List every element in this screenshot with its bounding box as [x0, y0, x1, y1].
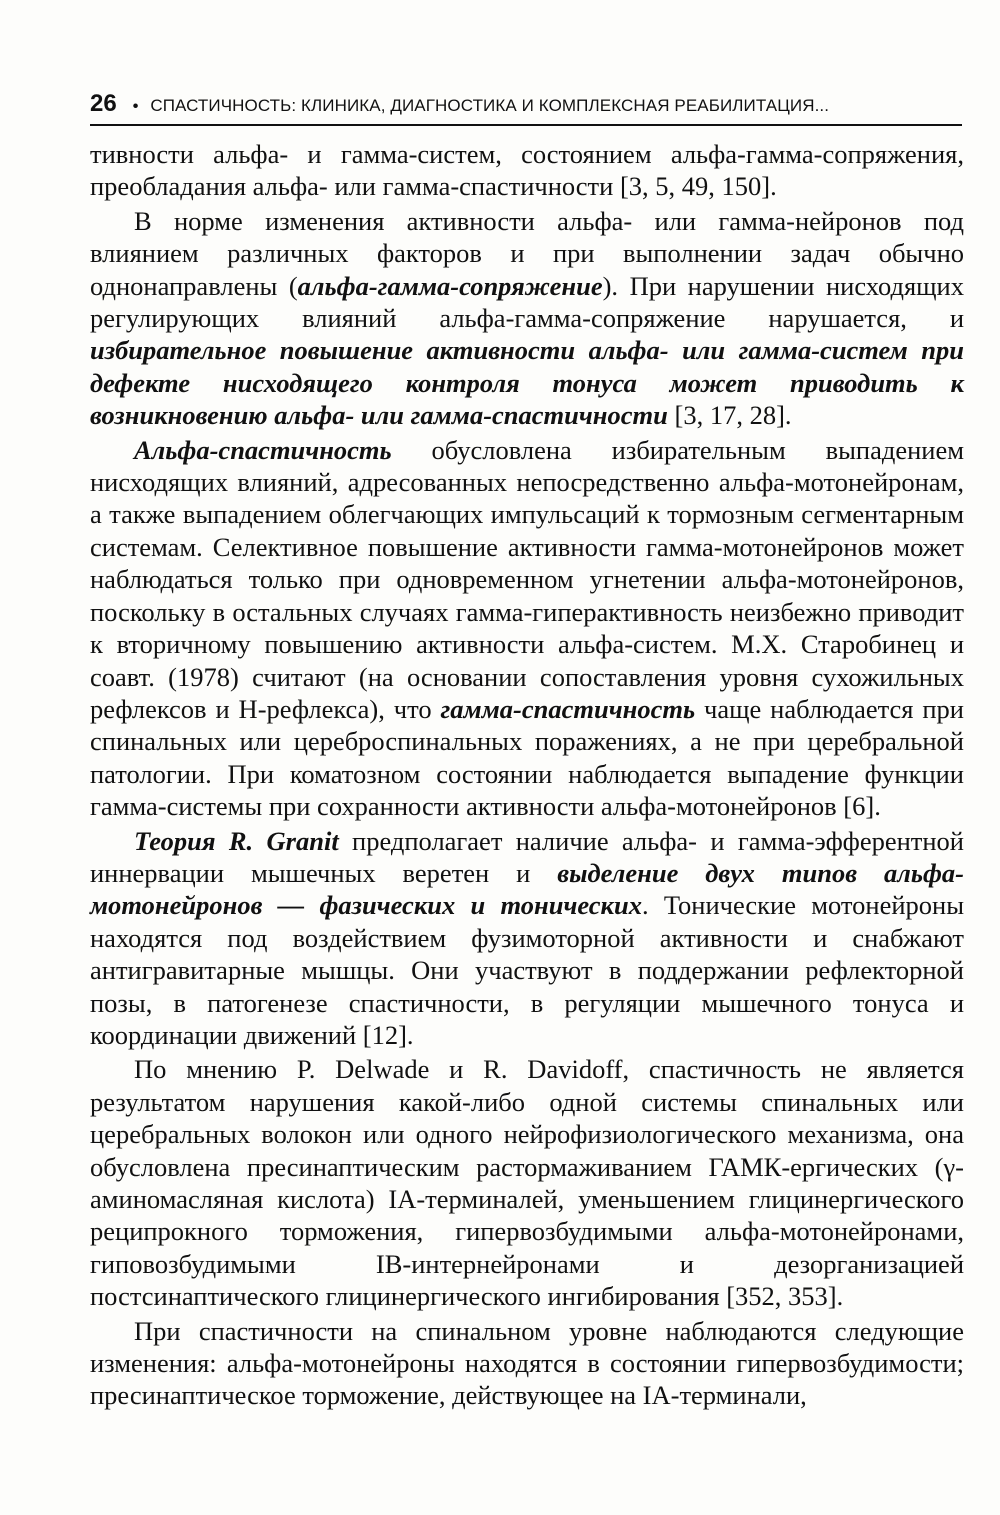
text-run: чаще наблюдается при спинальных или цереброспинальных поражениях, а не при церебральной патологии. При коматозном состоянии наблюдается выпадение функции гамма-системы при сохранности активности альфа-мотонейронов [6]. [90, 693, 964, 822]
text-run: тивности альфа- и гамма-систем, состоянием альфа-гамма-сопряжения, преобладания альфа- или гамма-спастичности [3, 5, 49, 150]. [90, 139, 964, 202]
text-run: При спастичности на спинальном уровне наблюдаются следующие изменения: альфа-мотонейроны находятся в состоянии гипервозбудимости; пресинаптическое торможение, действующее на IA-терминали, [90, 1315, 964, 1411]
emphasis-text: избирательное повышение активности альфа- или гамма-систем при дефекте нисходящего контроля тонуса может приводить к возникновению альфа- или гамма-спастичности [90, 335, 964, 431]
body-text [90, 138, 964, 1412]
emphasis-text: Альфа-спастичность [134, 434, 392, 465]
page-number: 26 [90, 90, 117, 117]
running-header [90, 90, 962, 126]
paragraph [90, 1053, 964, 1312]
text-run: ). При нарушении нисходящих регулирующих влияний альфа-гамма-сопряжение нарушается, и [90, 270, 964, 334]
continued-paragraph [90, 138, 964, 203]
emphasis-text: гамма-спастичность [440, 693, 696, 724]
paragraph [90, 1315, 964, 1412]
text-run: По мнению P. Delwade и R. Davidoff, спастичность не является результатом нарушения какой-либо одной системы спинальных или церебральных волокон или одного нейрофизиологического механизма, она обусловлена пресинаптическим растормаживанием ГАМК-ергических (γ-аминомасляная кислота) IA-терминалей, уменьшением глицинергического реципрокного торможения, гипервозбудимыми альфа-мотонейронами, гиповозбудимыми IB-интернейронами и дезорганизацией постсинаптического глицинергического ингибирования [352, 353]. [90, 1054, 964, 1312]
bullet-icon: • [132, 98, 139, 115]
text-run: [3, 17, 28]. [667, 400, 792, 431]
text-run: В норме изменения активности альфа- или гамма-нейронов под влиянием различных факторов и при выполнении задач обычно однонаправлены ( [90, 205, 964, 301]
text-run: предполагает наличие альфа- и гамма-эфферентной иннервации мышечных веретен и [90, 825, 964, 888]
running-title: СПАСТИЧНОСТЬ: КЛИНИКА, ДИАГНОСТИКА И КОМПЛЕКСНАЯ РЕАБИЛИТАЦИЯ... [150, 96, 830, 115]
paragraph [90, 434, 964, 823]
paragraph [90, 825, 964, 1052]
text-run: обусловлена избирательным выпадением нисходящих влияний, адресованных непосредственно альфа-мотонейронам, а также выпадением облегчающих импульсаций к тормозным сегментарным системам. Селективное повышение активности гамма-мотонейронов может наблюдаться только при одновременном угнетении альфа-мотонейронов, поскольку в остальных случаях гамма-гиперактивность неизбежно приводит к вторичному повышению активности альфа-систем. М.Х. Старобинец и соавт. (1978) считают (на основании сопоставления уровня сухожильных рефлексов и Н-рефлекса), что [90, 434, 964, 724]
emphasis-text: Теория R. Granit [134, 825, 339, 856]
emphasis-text: альфа-гамма-сопряжение [297, 270, 603, 301]
text-run: . Тонические мотонейроны находятся под воздействием фузимоторной активности и снабжают антигравитарные мышцы. Они участвуют в поддержании рефлекторной позы, в патогенезе спастичности, в регуляции мышечного тонуса и координации движений [12]. [90, 890, 965, 1050]
emphasis-text: выделение двух типов альфа-мотонейронов — фазических и тонических [90, 857, 964, 921]
paragraph [90, 205, 964, 432]
